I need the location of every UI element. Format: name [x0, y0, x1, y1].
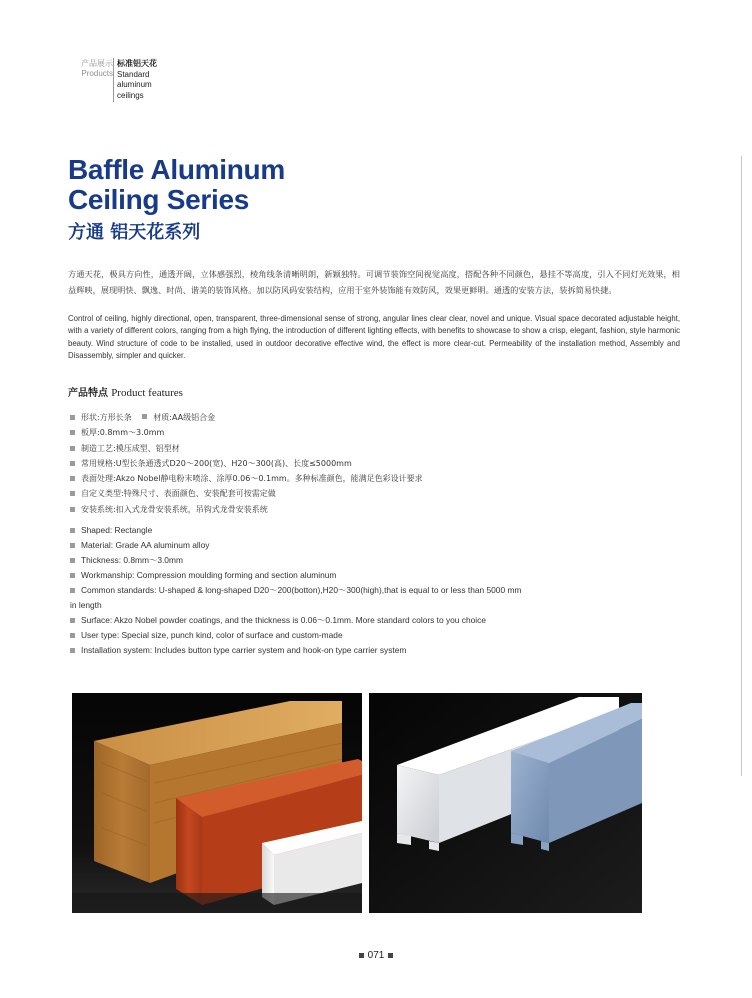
page-title-line-1: Baffle Aluminum [68, 154, 285, 185]
page-number-value: 071 [367, 950, 385, 961]
breadcrumb-section-zh: 产品展示 [81, 59, 113, 68]
feature-zh-material: 材质:AA级铝合金 [153, 413, 216, 422]
feature-en-surface: Surface: Akzo Nobel powder coatings, and the thickness is 0.06～0.1mm. More standard colors to you choice [81, 615, 487, 625]
list-item [70, 583, 630, 598]
breadcrumb-category-en-2: aluminum [117, 80, 152, 89]
feature-zh-custom: 自定义类型:特殊尺寸、表面颜色、安装配套可按需定做 [81, 489, 276, 499]
list-item [70, 410, 630, 425]
feature-en-install: Installation system: Includes button type carrier system and hook-on type carrier system [81, 645, 407, 655]
bullet-icon [142, 414, 147, 419]
page-title-zh: 方通 铝天花系列 [68, 222, 201, 243]
feature-zh-install: 安装系统:扣入式龙骨安装系统，吊钩式龙骨安装系统 [81, 504, 268, 514]
page-number [0, 950, 752, 961]
baffles-illustration [72, 693, 362, 913]
breadcrumb-category-en-3: ceilings [117, 90, 144, 100]
feature-zh-shape: 形状:方形长条 [81, 413, 132, 422]
features-heading-zh: 产品特点 [68, 388, 108, 399]
list-item [70, 613, 630, 628]
list-item [70, 456, 630, 471]
intro-zh: 方通天花，极具方向性，通透开阔，立体感强烈，棱角线条清晰明朗，新颖独特。可调节装饰空间视觉高度，搭配各种不同颜色，悬挂不等高度，引入不同灯光效果，相益辉映，展现明快、飘逸、时尚、谐美的装饰风格。加以防风码安装结构，应用于室外装饰能有效防风，效果更鲜明。通透的安装方法，装拆简易快捷。 [68, 269, 680, 295]
features-list-zh [70, 410, 630, 517]
page-title [68, 155, 285, 215]
feature-en-material: Material: Grade AA aluminum alloy [81, 540, 210, 550]
list-item [70, 471, 630, 486]
list-item [70, 643, 630, 658]
feature-zh-process: 制造工艺:模压成型、铝型材 [81, 443, 180, 453]
list-item [70, 553, 630, 568]
breadcrumb-section [69, 59, 113, 79]
features-heading [68, 386, 183, 401]
list-item [70, 486, 630, 501]
list-item [70, 538, 630, 553]
breadcrumb-divider [113, 58, 114, 102]
feature-en-shape: Shaped: Rectangle [81, 525, 153, 535]
list-item [70, 441, 630, 456]
list-item [70, 628, 630, 643]
page-edge-divider [741, 156, 742, 776]
square-icon [359, 953, 364, 958]
square-icon [388, 953, 393, 958]
product-photo-colored-baffles [72, 693, 362, 913]
list-item [70, 425, 630, 440]
feature-zh-spec: 常用规格:U型长条通透式D20～200(宽)、H20～300(高)、长度≤5000mm [81, 458, 352, 468]
list-item [70, 523, 630, 538]
feature-en-workmanship: Workmanship: Compression moulding forming and section aluminum [81, 570, 337, 580]
feature-en-standards-cont: in length [70, 600, 102, 610]
features-list-en [70, 523, 630, 658]
feature-zh-surface: 表面处理:Akzo Nobel静电粉末喷涂、涂厚0.06～0.1mm。多种标准颜色，能满足色彩设计要求 [81, 474, 423, 484]
list-item [70, 598, 630, 613]
feature-en-thickness: Thickness: 0.8mm～3.0mm [81, 555, 183, 565]
feature-en-standards: Common standards: U-shaped & long-shaped D20～200(botton),H20～300(high),that is equal to or less than 5000 mm [81, 585, 522, 595]
features-heading-en: Product features [111, 387, 183, 399]
feature-zh-material-wrap [142, 413, 215, 422]
breadcrumb-category [117, 59, 157, 101]
page-title-line-2: Ceiling Series [68, 184, 249, 215]
u-channels-illustration [369, 693, 642, 913]
feature-zh-thickness: 板厚:0.8mm～3.0mm [81, 428, 165, 438]
intro-en: Control of ceiling, highly directional, open, transparent, three-dimensional sense of strong, angular lines clear clear, novel and unique. Visual space decorated adjustable height, with a variety of different colors, ranging from a high flying, the introduction of different lighting effects, with benefits to showcase to show a crisp, elegant, fashion, style harmonic beauty. Wind structure of code to be installed, used in outdoor decorative effective wind, the effect is more clear-cut. Permeability of the installation method, Assembly and Disassembly, simpler and quicker. [68, 314, 680, 360]
breadcrumb-category-en-1: Standard [117, 69, 150, 79]
feature-en-usertype: User type: Special size, punch kind, color of surface and custom-made [81, 630, 343, 640]
product-photo-u-channels [369, 693, 642, 913]
list-item [70, 502, 630, 517]
breadcrumb-section-en: Products [81, 69, 113, 78]
list-item [70, 568, 630, 583]
breadcrumb-category-zh: 标准铝天花 [117, 59, 157, 68]
